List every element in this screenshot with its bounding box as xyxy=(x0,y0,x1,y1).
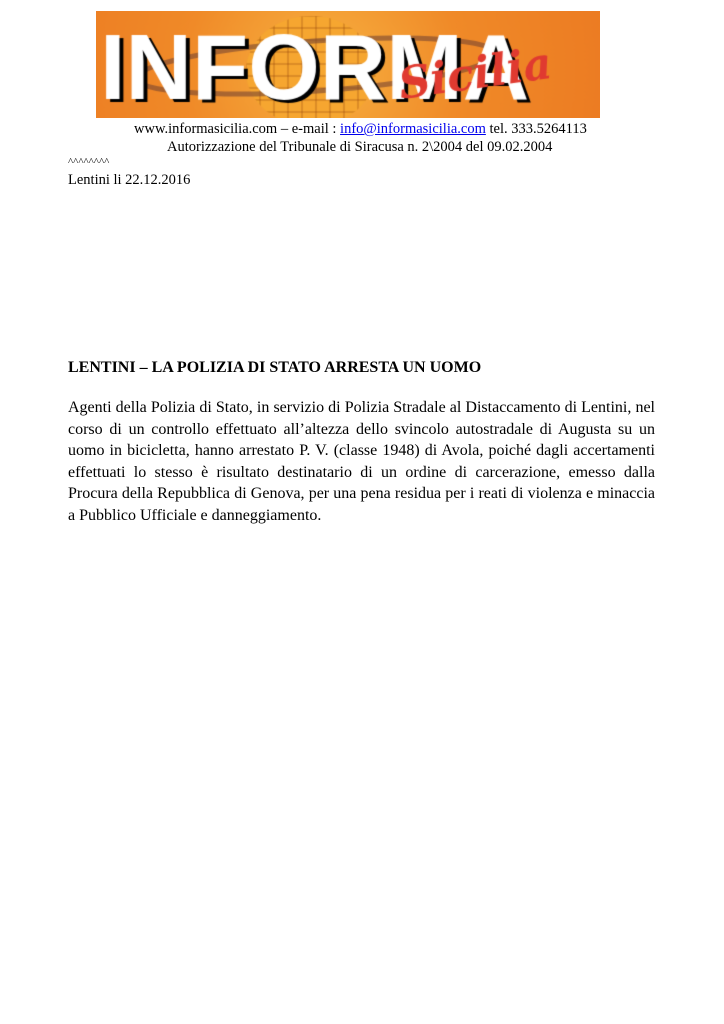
informa-sicilia-logo xyxy=(96,11,600,118)
separator: ^^^^^^^^ xyxy=(68,156,110,168)
authorization-line: Autorizzazione del Tribunale di Siracusa n. 2\2004 del 09.02.2004 xyxy=(167,139,553,155)
phone: tel. 333.5264113 xyxy=(485,121,587,137)
email-label: – e-mail : xyxy=(277,121,341,137)
informa-sicilia-logo-banner xyxy=(96,11,600,118)
email-link[interactable]: info@informasicilia.com xyxy=(340,121,486,137)
dateline: Lentini li 22.12.2016 xyxy=(68,172,191,188)
contact-line xyxy=(134,121,587,138)
article-body: Agenti della Polizia di Stato, in servizio di Polizia Stradale al Distaccamento di Lentini, nel corso di un controllo effettuato all’altezza dello svincolo autostradale di Augusta su un uomo in bicicletta, hanno arrestato P. V. (classe 1948) di Avola, poiché dagli accertamenti effettuati lo stesso è risultato destinatario di un ordine di carcerazione, emesso dalla Procura della Repubblica di Genova, per una pena residua per i reati di violenza e minaccia a Pubblico Ufficiale e danneggiamento. xyxy=(68,399,655,524)
article-title: LENTINI – LA POLIZIA DI STATO ARRESTA UN UOMO xyxy=(68,359,482,376)
website: www.informasicilia.com xyxy=(134,121,278,137)
